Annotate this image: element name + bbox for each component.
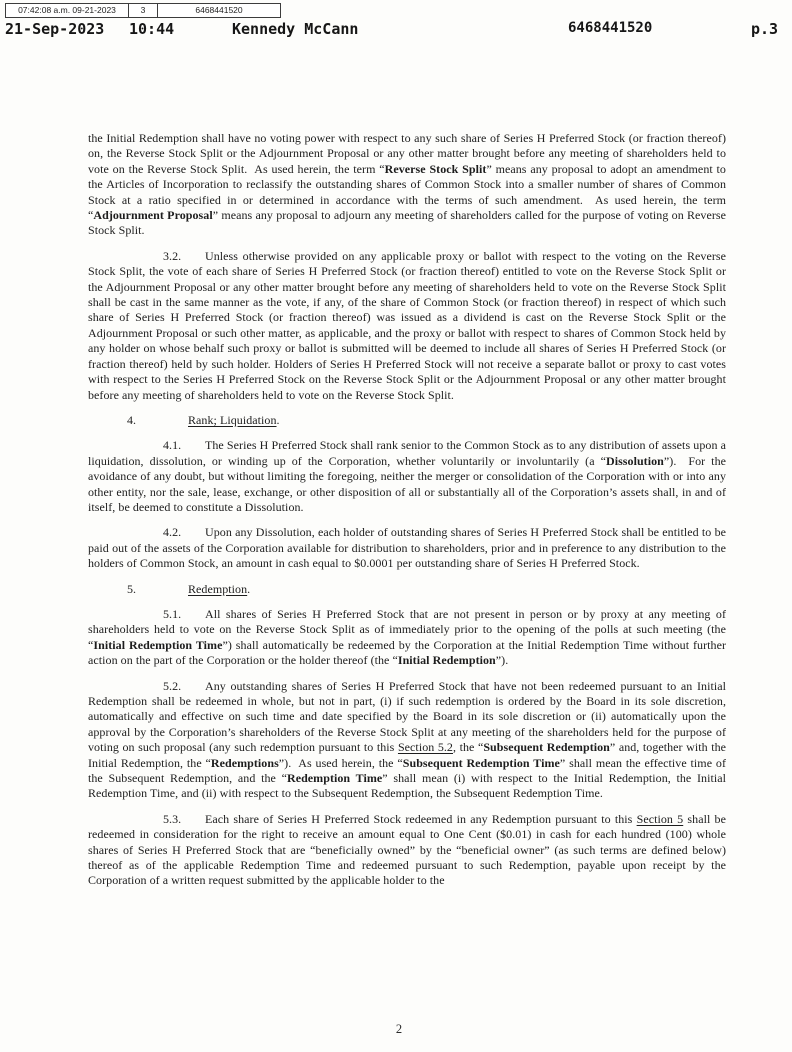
section-title: Redemption [188,581,248,596]
fax-date: 21-Sep-2023 [5,20,105,38]
numbered-paragraph [88,525,726,571]
section-heading [88,413,726,428]
text-segment: the Initial Redemption shall have no voting power with respect to any such share of Series H Preferred Stock (or fraction thereof) on, the Reverse Stock Split or the Adjournment Proposal or any other matter brought before any meeting of shareholders held to vote on the Reverse Stock Split. As used herein, the term “ [88,131,726,176]
fax-stamp-number: 6468441520 [157,4,280,17]
paragraph-number: 5.2. [163,678,182,693]
paragraph-number: 3.2. [163,248,182,263]
numbered-paragraph [88,679,726,802]
fax-sender: Kennedy McCann [232,20,359,38]
numbered-paragraph [88,438,726,515]
section-number: 5. [127,581,137,596]
text-segment: shall be redeemed in consideration for the right to receive an amount equal to One Cent ($0.01) in cash for each hundred (100) whole shares of Series H Preferred Stock that are “beneficially owned” by the “beneficial owner” (as such terms are defined below) thereof as of the applicable Redemption Time and redeemed pursuant to such Redemption, payable upon receipt by the Corporation of a written request submitted by the applicable holder to the [88,811,726,888]
text-segment: , the “ [453,740,484,755]
text-segment: Subsequent Redemption [483,740,610,755]
text-segment: Reverse Stock Split [384,161,487,176]
section-number: 4. [127,412,137,427]
text-segment: The Series H Preferred Stock shall rank senior to the Common Stock as to any distribution of assets upon a liquidation, dissolution, or winding up of the Corporation, whether voluntarily or involuntarily (a “ [88,438,726,468]
text-segment: Redemption Time [286,771,383,786]
paragraph-number: 4.2. [163,525,182,540]
text-segment: Section 5 [636,811,684,826]
text-segment: ” means any proposal to adopt an amendment to the Articles of Incorporation to reclassify the outstanding shares of Common Stock into a smaller number of shares of Common Stock at a ratio specified in or determined in accordance with the terms of such amendment. As used herein, the term “ [88,161,726,223]
text-segment: Each share of Series H Preferred Stock redeemed in any Redemption pursuant to this [205,811,637,826]
text-segment: ”). As used herein, the “ [278,755,403,770]
section-heading [88,582,726,597]
paragraph-number: 4.1. [163,438,182,453]
text-segment: Initial Redemption Time [93,637,223,652]
text-segment: ”). For the avoidance of any doubt, but without limiting the foregoing, neither the merger or consolidation of the Corporation with or into any other entity, nor the sale, lease, exchange, or other disposition of all or substantially all of the Corporation’s assets shall, in and of itself, be deemed to constitute a Dissolution. [88,453,726,514]
numbered-paragraph [88,812,726,889]
text-segment: ”) shall automatically be redeemed by the Corporation at the Initial Redemption Time without further action on the part of the Corporation or the holder thereof (the “ [88,637,726,668]
fax-stamp-datetime: 07:42:08 a.m. 09-21-2023 [18,5,116,15]
text-segment: Dissolution [605,453,664,468]
text-segment: Upon any Dissolution, each holder of outstanding shares of Series H Preferred Stock shall be entitled to be paid out of the assets of the Corporation available for distribution to shareholders, prior and in preference to any distribution to the holders of Common Stock, an amount in cash equal to $0.0001 per outstanding share of Series H Preferred Stock. [88,525,726,571]
text-segment: ”). [495,653,509,668]
text-segment: Section 5.2 [397,740,453,755]
text-segment: ” shall mean (i) with respect to the Initial Redemption, the Initial Redemption Time, and (ii) with respect to the Subsequent Redemption, the Subsequent Redemption Time. [88,771,726,801]
footer-page-number: 2 [395,1022,403,1036]
text-segment: Initial Redemption [397,653,496,668]
fax-page-label: p.3 [751,20,779,38]
text-segment: Unless otherwise provided on any applicable proxy or ballot with respect to the voting on the Reverse Stock Split, the vote of each share of Series H Preferred Stock (or fraction thereof) entitled to vote on the Reverse Stock Split or the Adjournment Proposal or any other matter brought before any meeting of shareholders held to vote on the Reverse Stock Split shall be cast in the same manner as the vote, if any, of the share of Common Stock (or fraction thereof) in respect of which such share of Series H Preferred Stock (or fraction thereof) was issued as a dividend is cast on the Reverse Stock Split or the Adjournment Proposal or such other matter, as applicable, and the proxy or ballot with respect to shares of Common Stock held by any holder on whose behalf such proxy or ballot is submitted will be deemed to include all shares of Series H Preferred Stock (or fraction thereof) held by such holder. Holders of Series H Preferred Stock will not receive a separate ballot or proxy to cast votes with respect to the Series H Preferred Stock on the Reverse Stock Split or the Adjournment Proposal or any other matter brought before any meeting of shareholders held to vote on the Reverse Stock Split. [88,248,726,402]
numbered-paragraph [88,249,726,403]
text-segment: Adjournment Proposal [93,208,213,223]
text-segment: Any outstanding shares of Series H Preferred Stock that have not been redeemed pursuant to an Initial Redemption shall be redeemed in whole, but not in part, (i) if such redemption is ordered by the Board in its sole discretion, automatically and effective on such time and date specified by the Board in its sole discretion or (ii) automatically upon the approval by the Corporation’s shareholders of the Reverse Stock Split at any meeting of the shareholders held for the purpose of voting on such proposal (any such redemption pursuant to this [88,678,726,755]
section-title: Rank; Liquidation [188,412,277,427]
text-segment: Redemptions [210,755,279,770]
section-title-suffix: . [276,412,280,427]
paragraph-number: 5.1. [163,606,182,621]
document-body [88,131,726,899]
text-segment: ” shall mean the effective time of the Subsequent Redemption, and the “ [88,755,726,786]
fax-time: 10:44 [129,20,175,38]
text-segment: Subsequent Redemption Time [402,755,560,770]
text-segment: All shares of Series H Preferred Stock that are not present in person or by proxy at any meeting of shareholders held to vote on the Reverse Stock Split as of immediately prior to the opening of the polls at such meeting (the “ [88,606,726,652]
section-title-suffix: . [247,581,251,596]
fax-stamp-box [5,3,281,18]
body-paragraph [88,131,726,239]
text-segment: ” means any proposal to adjourn any meeting of shareholders called for the purpose of voting on Reverse Stock Split. [88,208,726,238]
numbered-paragraph [88,607,726,669]
fax-header-line [0,20,792,40]
text-segment: ” and, together with the Initial Redemption, the “ [88,740,727,770]
fax-number: 6468441520 [568,20,653,36]
fax-stamp-page-count: 3 [128,4,157,17]
paragraph-number: 5.3. [163,811,182,826]
